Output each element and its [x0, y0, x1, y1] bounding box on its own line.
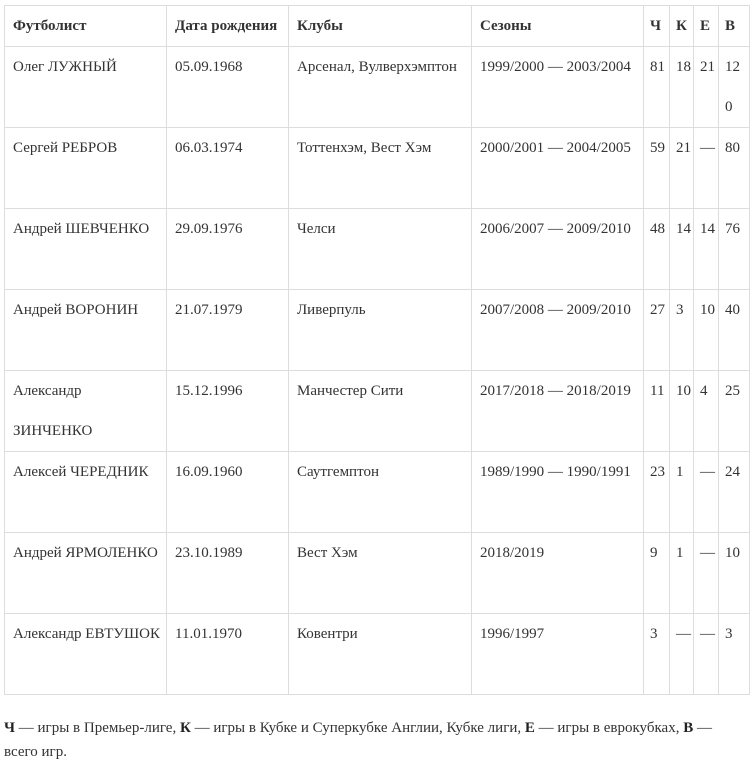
cell-player: Олег ЛУЖНЫЙ [5, 47, 167, 128]
cell-seasons: 2017/2018 — 2018/2019 [472, 371, 644, 452]
cell-v: 3 [719, 614, 750, 695]
cell-e: 21 [694, 47, 719, 128]
cell-k: 1 [670, 452, 694, 533]
cell-v: 80 [719, 128, 750, 209]
col-header-k: К [670, 6, 694, 47]
cell-k: 21 [670, 128, 694, 209]
legend-text-e: — игры в еврокубках, [534, 720, 684, 736]
cell-seasons: 2000/2001 — 2004/2005 [472, 128, 644, 209]
cell-e: — [694, 614, 719, 695]
cell-ch: 9 [644, 533, 670, 614]
cell-seasons: 2006/2007 — 2009/2010 [472, 209, 644, 290]
table-row [5, 371, 750, 452]
legend-text-ch: — игры в Премьер-лиге, [15, 720, 180, 736]
cell-k: 18 [670, 47, 694, 128]
cell-v: 10 [719, 533, 750, 614]
col-header-clubs: Клубы [289, 6, 472, 47]
cell-ch: 3 [644, 614, 670, 695]
cell-e: — [694, 533, 719, 614]
cell-player: Андрей ЯРМОЛЕНКО [5, 533, 167, 614]
cell-player: Андрей ШЕВЧЕНКО [5, 209, 167, 290]
legend-text-v: — всего игр. [4, 720, 712, 760]
cell-clubs: Манчестер Сити [289, 371, 472, 452]
table-row [5, 47, 750, 128]
cell-seasons: 2007/2008 — 2009/2010 [472, 290, 644, 371]
cell-ch: 11 [644, 371, 670, 452]
cell-seasons: 1999/2000 — 2003/2004 [472, 47, 644, 128]
cell-clubs: Арсенал, Вулверхэмптон [289, 47, 472, 128]
cell-clubs: Саутгемптон [289, 452, 472, 533]
col-header-birthdate: Дата рождения [167, 6, 289, 47]
legend-key-v: В [683, 720, 694, 736]
cell-clubs: Тоттенхэм, Вест Хэм [289, 128, 472, 209]
legend-text-k: — игры в Кубке и Суперкубке Англии, Кубке лиги, [190, 720, 525, 736]
col-header-e: Е [694, 6, 719, 47]
cell-player: Алексей ЧЕРЕДНИК [5, 452, 167, 533]
cell-birthdate: 11.01.1970 [167, 614, 289, 695]
cell-seasons: 1989/1990 — 1990/1991 [472, 452, 644, 533]
cell-birthdate: 15.12.1996 [167, 371, 289, 452]
cell-clubs: Ливерпуль [289, 290, 472, 371]
cell-player: Александр ЕВТУШОК [5, 614, 167, 695]
cell-ch: 23 [644, 452, 670, 533]
col-header-player: Футболист [5, 6, 167, 47]
legend-key-ch: Ч [4, 720, 16, 736]
cell-clubs: Ковентри [289, 614, 472, 695]
table-row [5, 533, 750, 614]
table-row [5, 452, 750, 533]
legend-key-e: Е [524, 720, 535, 736]
col-header-v: В [719, 6, 750, 47]
cell-ch: 81 [644, 47, 670, 128]
cell-seasons: 2018/2019 [472, 533, 644, 614]
cell-seasons: 1996/1997 [472, 614, 644, 695]
cell-e: 14 [694, 209, 719, 290]
cell-k: 1 [670, 533, 694, 614]
cell-birthdate: 23.10.1989 [167, 533, 289, 614]
cell-k: 3 [670, 290, 694, 371]
cell-player: Андрей ВОРОНИН [5, 290, 167, 371]
table-legend [4, 716, 749, 764]
cell-v: 120 [719, 47, 750, 128]
col-header-ch: Ч [644, 6, 670, 47]
cell-v: 40 [719, 290, 750, 371]
cell-birthdate: 16.09.1960 [167, 452, 289, 533]
cell-v: 24 [719, 452, 750, 533]
table-row [5, 614, 750, 695]
cell-birthdate: 06.03.1974 [167, 128, 289, 209]
table-row [5, 128, 750, 209]
cell-k: 14 [670, 209, 694, 290]
cell-clubs: Вест Хэм [289, 533, 472, 614]
cell-k: — [670, 614, 694, 695]
cell-v: 25 [719, 371, 750, 452]
cell-e: 4 [694, 371, 719, 452]
cell-birthdate: 05.09.1968 [167, 47, 289, 128]
cell-birthdate: 29.09.1976 [167, 209, 289, 290]
cell-e: 10 [694, 290, 719, 371]
cell-clubs: Челси [289, 209, 472, 290]
table-row [5, 290, 750, 371]
players-table [4, 5, 750, 695]
cell-e: — [694, 128, 719, 209]
cell-ch: 48 [644, 209, 670, 290]
cell-player: Сергей РЕБРОВ [5, 128, 167, 209]
cell-player: Александр ЗИНЧЕНКО [5, 371, 167, 452]
cell-e: — [694, 452, 719, 533]
table-header-row [5, 6, 750, 47]
legend-key-k: К [179, 720, 191, 736]
table-row [5, 209, 750, 290]
cell-ch: 27 [644, 290, 670, 371]
cell-v: 76 [719, 209, 750, 290]
col-header-seasons: Сезоны [472, 6, 644, 47]
cell-birthdate: 21.07.1979 [167, 290, 289, 371]
cell-k: 10 [670, 371, 694, 452]
cell-ch: 59 [644, 128, 670, 209]
